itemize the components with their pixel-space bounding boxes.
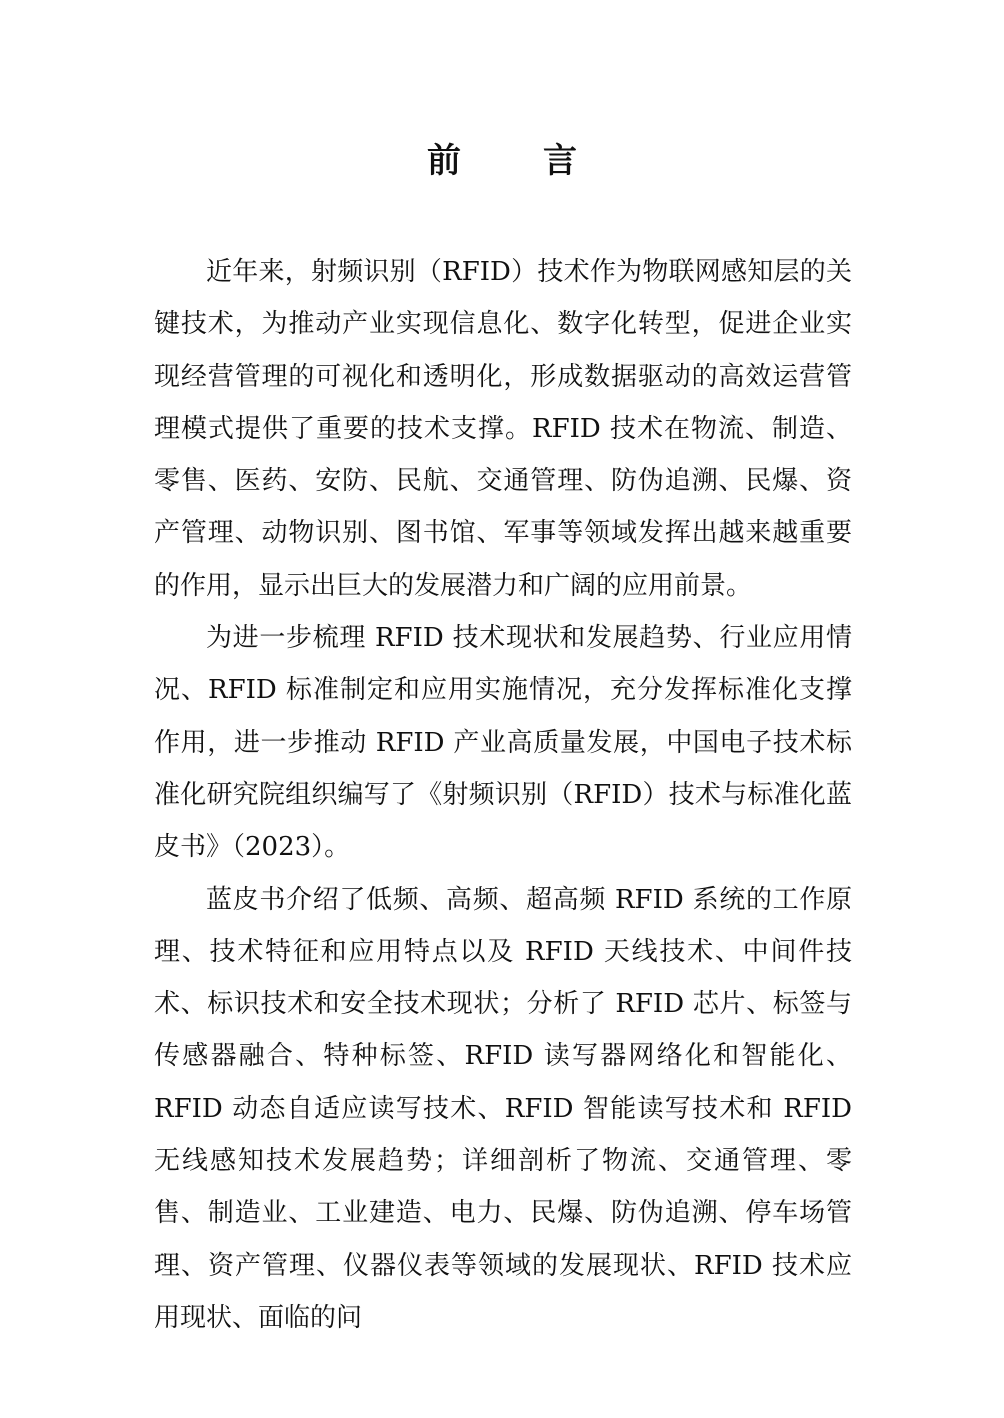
title-char-2: 言 (543, 141, 577, 181)
preface-body (154, 246, 852, 1344)
paragraph: 蓝皮书介绍了低频、高频、超高频 RFID 系统的工作原理、技术特征和应用特点以及 RFID 天线技术、中间件技术、标识技术和安全技术现状；分析了 RFID 芯片、标签与传感器融合、特种标签、RFID 读写器网络化和智能化、RFID 动态自适应读写技术、RFID 智能读写技术和 RFID 无线感知技术发展趋势；详细剖析了物流、交通管理、零售、制造业、工业建造、电力、民爆、防伪追溯、停车场管理、资产管理、仪器仪表等领域的发展现状、RFID 技术应用现状、面临的问 (154, 884, 852, 1333)
paragraph: 为进一步梳理 RFID 技术现状和发展趋势、行业应用情况、RFID 标准制定和应用实施情况，充分发挥标准化支撑作用，进一步推动 RFID 产业高质量发展，中国电子技术标准化研究院组织编写了《射频识别（RFID）技术与标准化蓝皮书》（2023）。 (154, 623, 852, 863)
title-char-1: 前 (427, 141, 461, 181)
page-title (0, 136, 1004, 186)
paragraph: 近年来，射频识别（RFID）技术作为物联网感知层的关键技术，为推动产业实现信息化、数字化转型，促进企业实现经营管理的可视化和透明化，形成数据驱动的高效运营管理模式提供了重要的技术支撑。RFID 技术在物流、制造、零售、医药、安防、民航、交通管理、防伪追溯、民爆、资产管理、动物识别、图书馆、军事等领域发挥出越来越重要的作用，显示出巨大的发展潜力和广阔的应用前景。 (154, 257, 852, 601)
